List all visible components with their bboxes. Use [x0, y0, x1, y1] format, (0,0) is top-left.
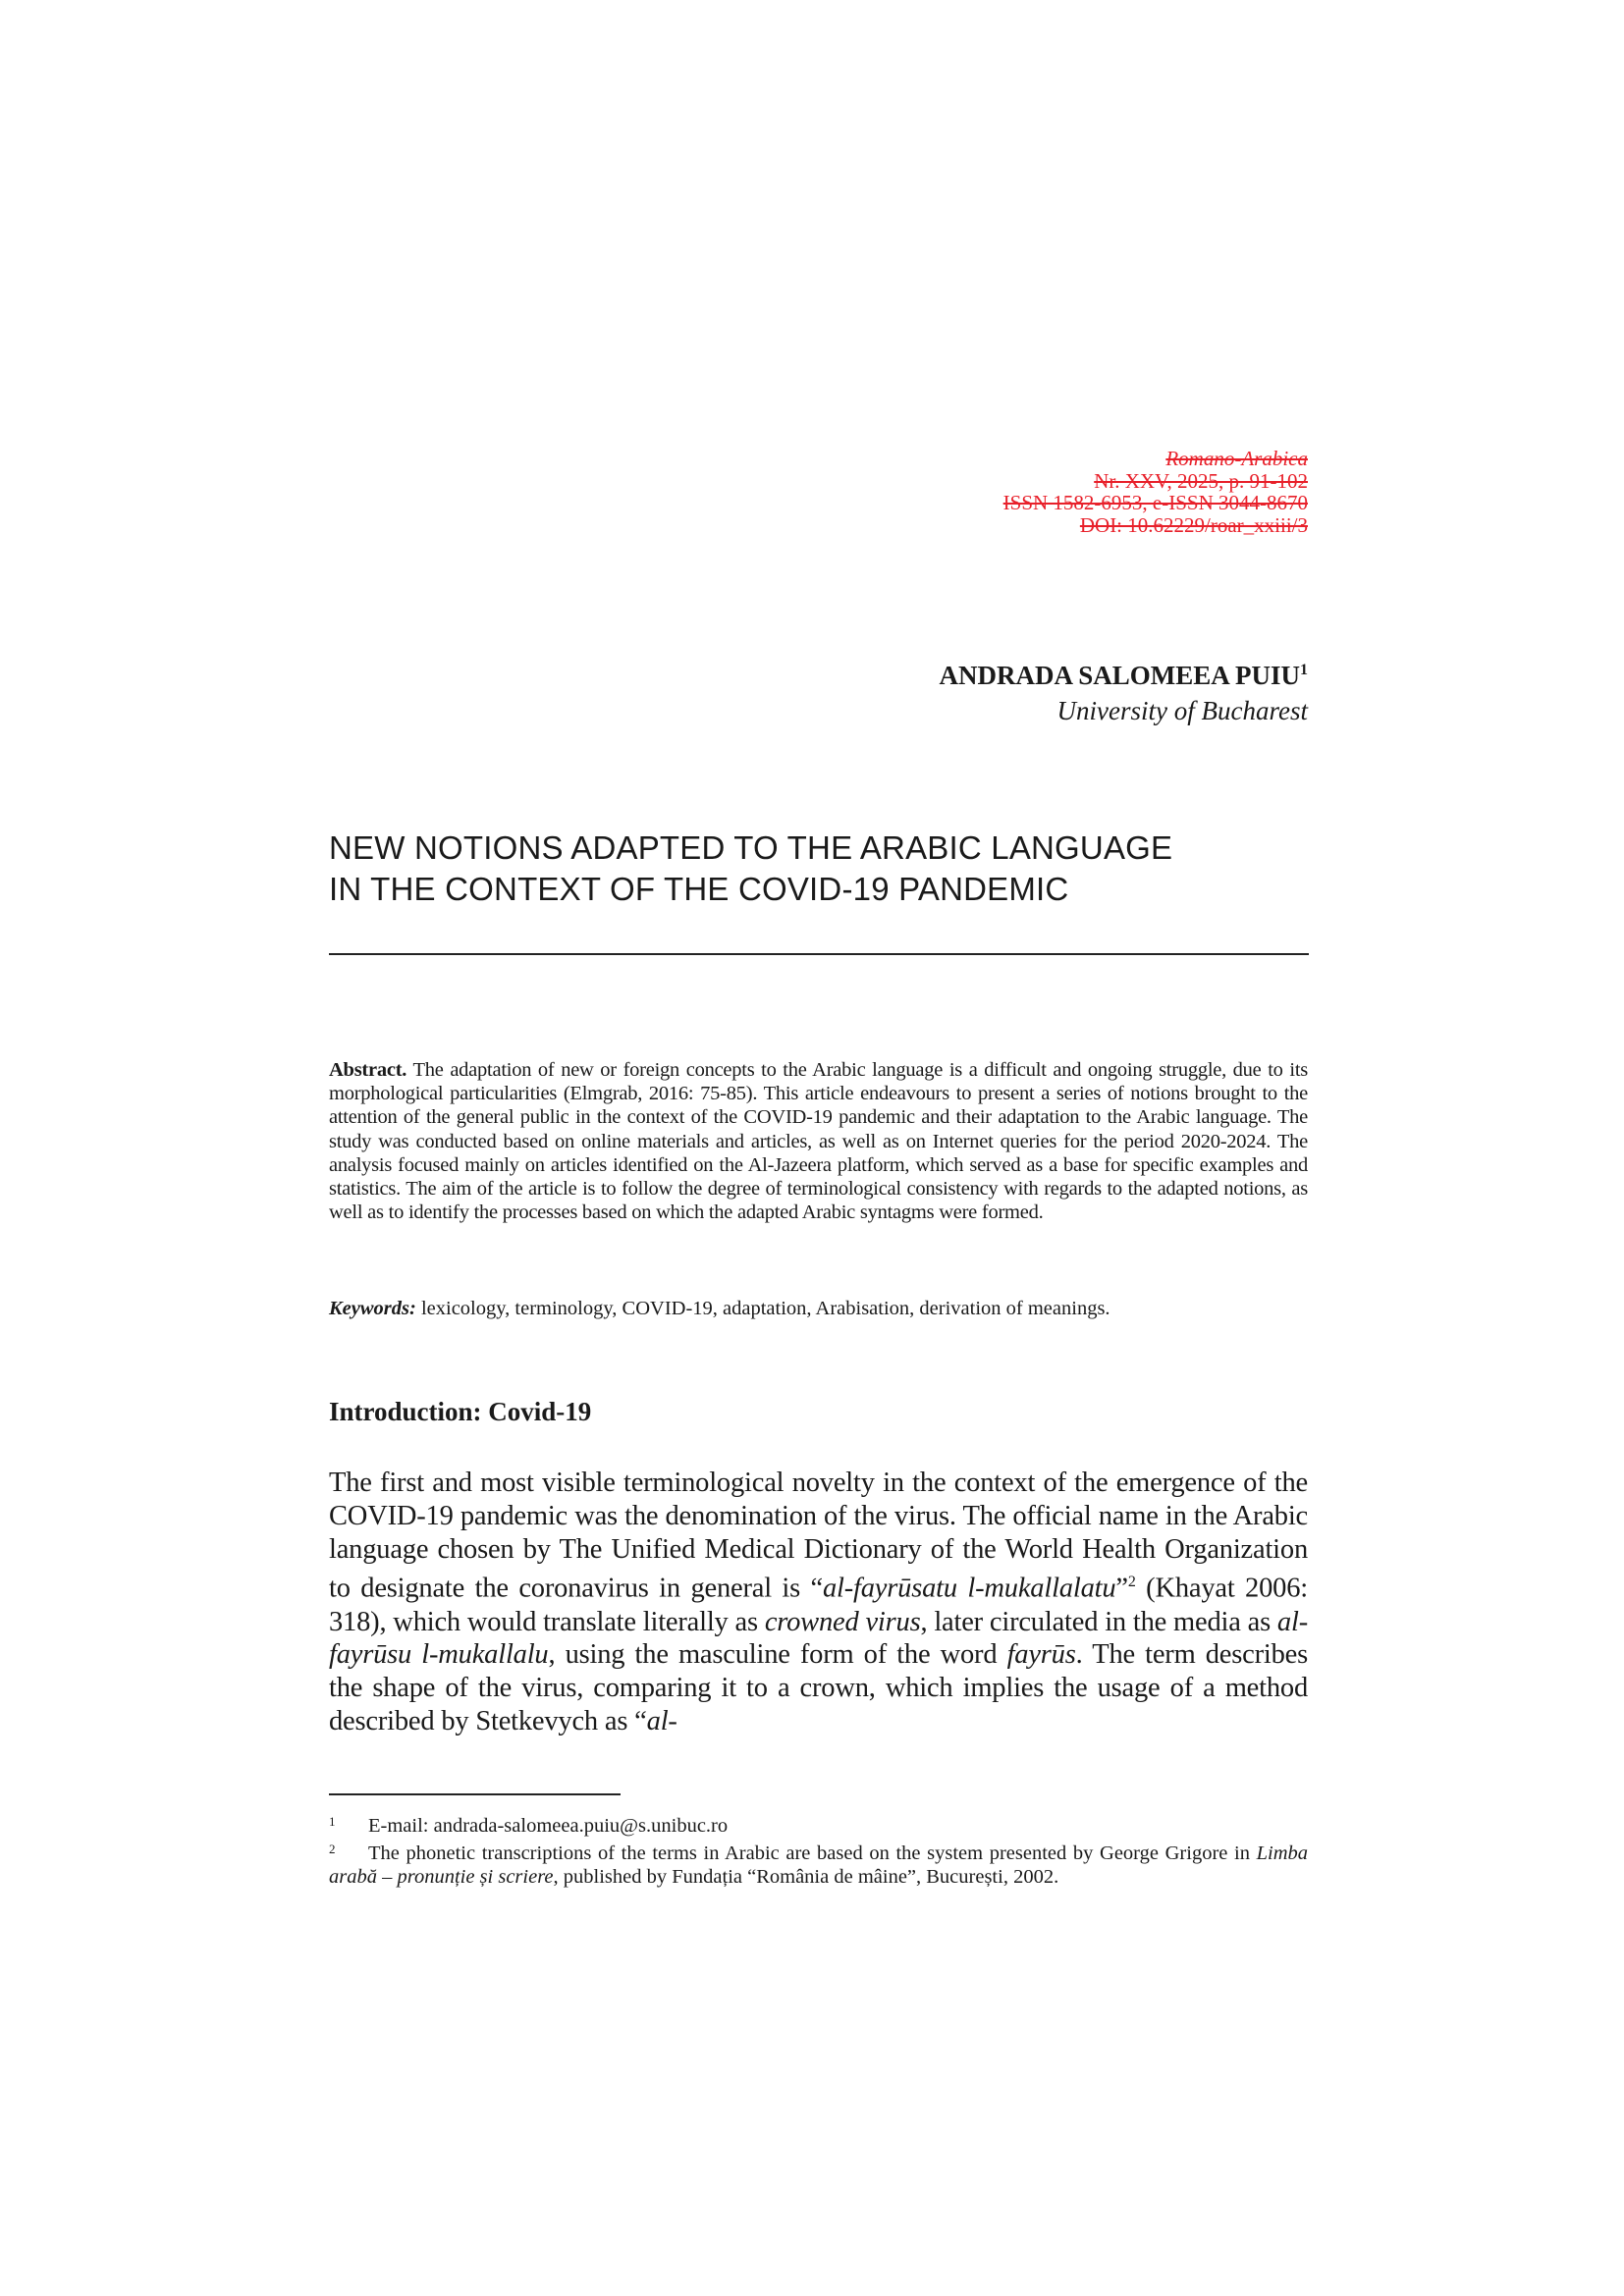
- journal-name: Romano-Arabica: [1165, 447, 1308, 470]
- author-block: [939, 653, 1308, 728]
- term-english: crowned virus: [764, 1606, 921, 1637]
- abstract-text: The adaptation of new or foreign concepts to the Arabic language is a difficult and ongoing struggle, due to its morphological particularities (Elmgrab, 2016: 75-85). This article endeavours to present a series of notions brought to the attention of the general public in the context of the COVID-19 pandemic and their adaptation to the Arabic language. The study was conducted based on online materials and articles, as well as on Internet queries for the period 2020-2024. The analysis focused mainly on articles identified on the Al-Jazeera platform, which served as a base for specific examples and statistics. The aim of the article is to follow the degree of terminological consistency with regards to the adapted notions, as well as to identify the processes based on which the adapted Arabic syntagms were formed.: [329, 1059, 1308, 1224]
- paper-title-line1: NEW NOTIONS ADAPTED TO THE ARABIC LANGUAGE: [329, 829, 1173, 866]
- journal-issue: Nr. XXV, 2025, p. 91-102: [1094, 468, 1308, 493]
- footnote-text: The phonetic transcriptions of the terms in Arabic are based on the system presented by George Grigore in: [368, 1842, 1257, 1864]
- term-arabic: fayrūs: [1006, 1639, 1076, 1671]
- intro-paragraph: The first and most visible terminological novelty in the context of the emergence of the COVID-19 pandemic was the denomination of the virus. The official name in the Arabic language chosen by The Unified Medical Dictionary of the World Health Organization to designate the coronavirus in general is “al-fayrūsatu l-mukallalatu”$^2$ (Khayat 2006: 318), which would translate literally as crowned virus, later circulated in the media as al-fayrūsu l-mukallalu, using the masculine form of the word fayrūs. The term describes the shape of the virus, comparing it to a crown, which implies the usage of a method described by Stetkevych as “al-: [329, 1468, 1308, 1737]
- footnote-text: E-mail: andrada-salomeea.puiu@s.unibuc.ro: [368, 1815, 729, 1837]
- journal-doi: DOI: 10.62229/roar_xxiii/3: [1079, 512, 1308, 537]
- author-footnote-ref[interactable]: 1: [1300, 662, 1308, 678]
- paper-title-line2: IN THE CONTEXT OF THE COVID-19 PANDEMIC: [329, 871, 1069, 907]
- keywords: [329, 1297, 1308, 1320]
- author-affiliation: University of Bucharest: [1056, 696, 1308, 725]
- footnote-2: [329, 1838, 1308, 1889]
- footnote-mark: 1: [329, 1814, 336, 1829]
- paper-title: [329, 828, 1311, 910]
- footnote-divider: [329, 1793, 621, 1795]
- footnote-1: [329, 1810, 1308, 1838]
- abstract-label: Abstract.: [329, 1059, 407, 1081]
- section-heading: Introduction: Covid-19: [329, 1397, 592, 1426]
- title-divider: [329, 953, 1309, 955]
- term-arabic: al-: [646, 1706, 677, 1737]
- journal-header: [1003, 448, 1308, 536]
- author-name: ANDRADA SALOMEEA PUIU$^1$: [939, 661, 1308, 690]
- term-arabic: al-fayrūsatu l-mukallalatu: [822, 1573, 1116, 1604]
- footnote-book-title: Limba arabă – pronunție și scriere: [329, 1842, 1308, 1888]
- keywords-text: lexicology, terminology, COVID-19, adaptation, Arabisation, derivation of meanings.: [420, 1298, 1110, 1319]
- journal-issn: ISSN 1582-6953, e-ISSN 3044-8670: [1002, 491, 1308, 514]
- term-arabic: al-fayrūsu l-mukallalu: [329, 1606, 1308, 1671]
- footnote-ref-2[interactable]: 2: [1127, 1574, 1136, 1591]
- abstract: [329, 1058, 1308, 1224]
- footnote-mark: 2: [329, 1842, 336, 1856]
- keywords-label: Keywords:: [329, 1298, 416, 1319]
- footnote-text: , published by Fundația “România de mâine”, București, 2002.: [553, 1866, 1059, 1888]
